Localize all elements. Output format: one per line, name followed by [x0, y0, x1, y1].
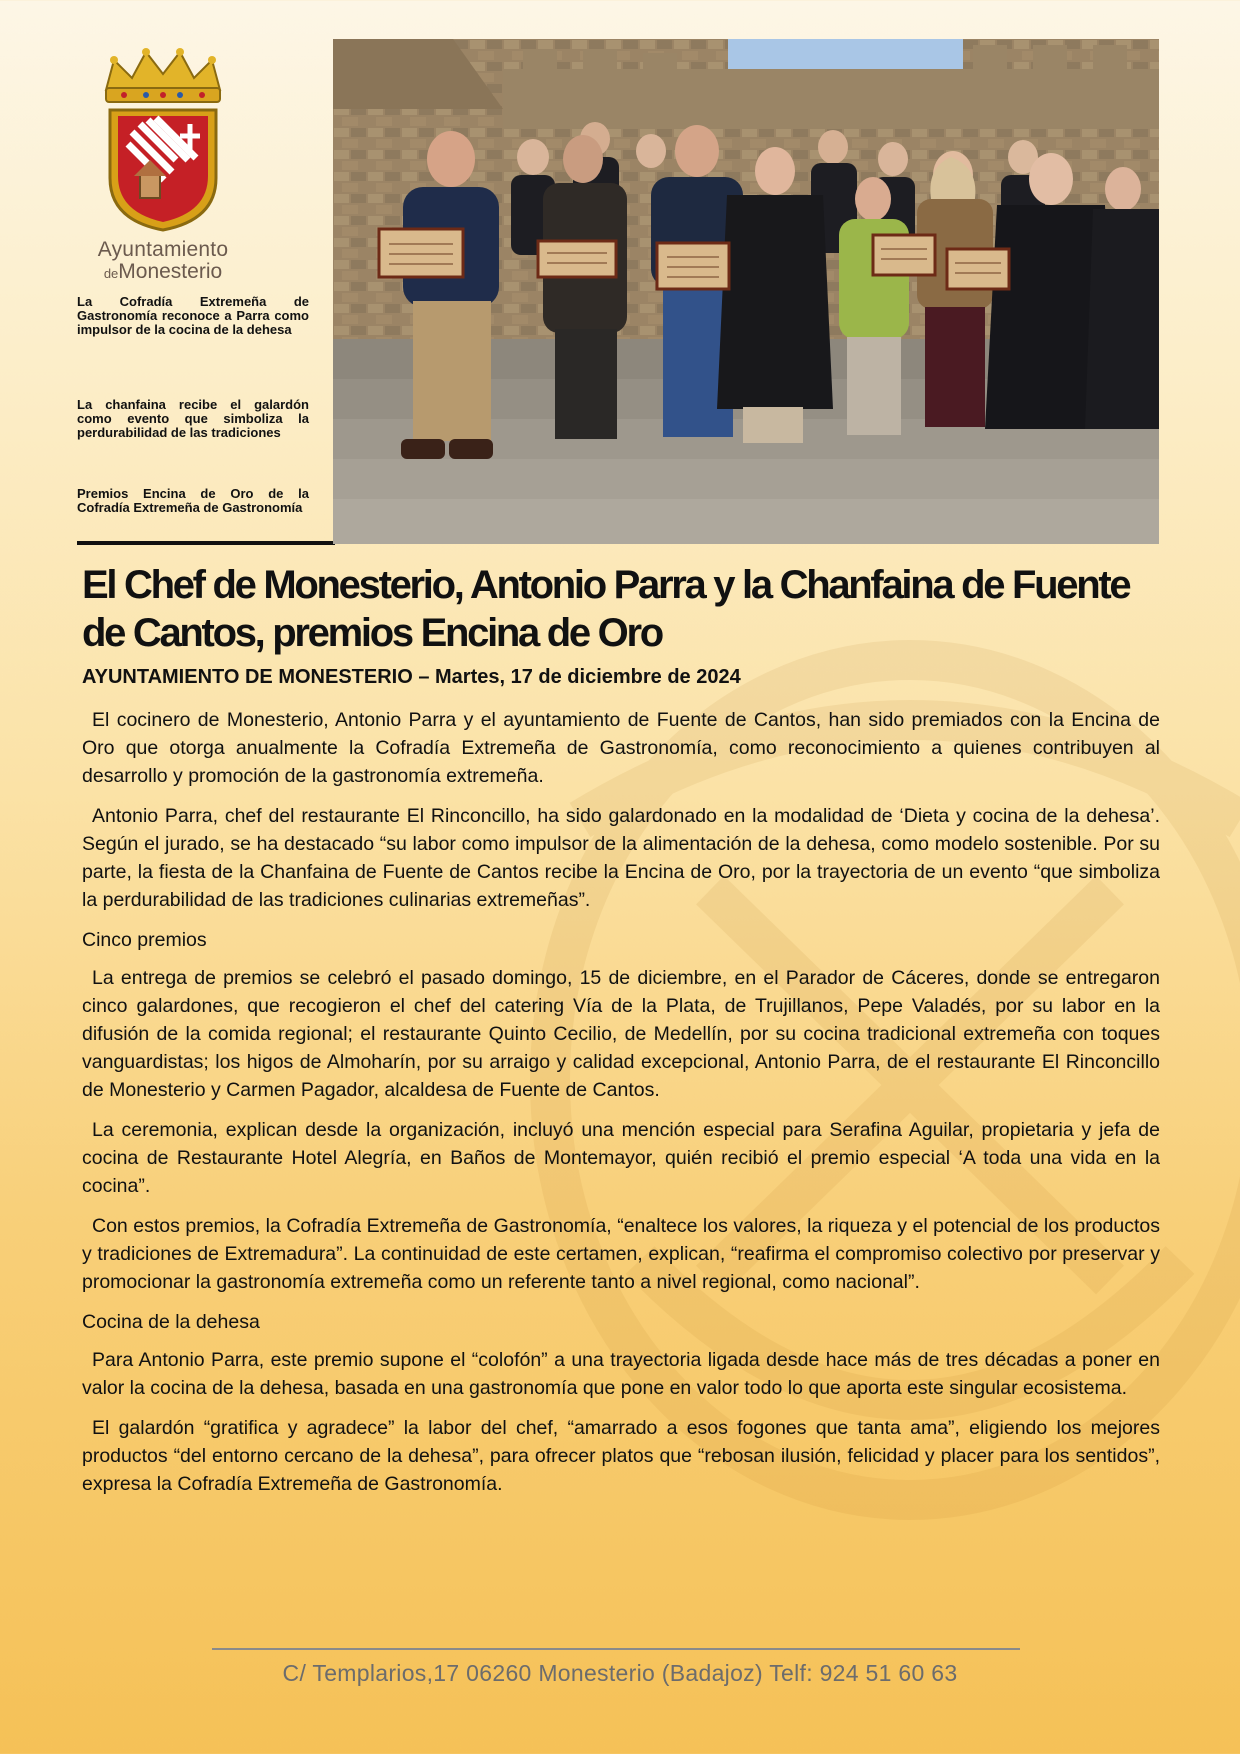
article-subheading: Cinco premios: [82, 929, 207, 951]
article-paragraph: El cocinero de Monesterio, Antonio Parra y el ayuntamiento de Fuente de Cantos, han sido premiados con la Encina de Oro que otorga anualmente la Cofradía Extremeña de Gastronomía, como reconocimiento a quienes contribuyen al desarrollo y promoción de la gastronomía extremeña.: [82, 709, 1160, 787]
article-paragraph: La entrega de premios se celebró el pasado domingo, 15 de diciembre, en el Parador de Cáceres, donde se entregaron cinco galardones, que recogieron el chef del catering Vía de la Plata, de Trujillanos, Pepe Valadés, por su labor en la difusión de la comida regional; el restaurante Quinto Cecilio, de Medellín, por su cocina tradicional extremeña con toques vanguardistas; los higos de Almoharín, por su arraigo y calidad excepcional, Antonio Parra, de el restaurante El Rinconcillo de Monesterio y Carmen Pagador, alcaldesa de Fuente de Cantos.: [82, 967, 1160, 1101]
article-paragraph: La ceremonia, explican desde la organización, incluyó una mención especial para Serafina Aguilar, propietaria y jefa de cocina de Restaurante Hotel Alegría, en Baños de Montemayor, quién recibió el premio especial ‘A toda una vida en la cocina”.: [82, 1119, 1160, 1197]
article-subheading: Cocina de la dehesa: [82, 1311, 260, 1333]
article-paragraph: El galardón “gratifica y agradece” la labor del chef, “amarrado a esos fogones que tanta ama”, eligiendo los mejores productos “del entorno cercano de la dehesa”, para ofrecer platos que “rebosan ilusión, felicidad y placer para los sentidos”, expresa la Cofradía Extremeña de Gastronomía.: [82, 1417, 1160, 1495]
article-paragraph: Para Antonio Parra, este premio supone el “colofón” a una trayectoria ligada desde hace más de tres décadas a poner en valor la cocina de la dehesa, basada en una gastronomía que pone en valor todo lo que aporta este singular ecosistema.: [82, 1349, 1160, 1399]
article-body: [82, 706, 1160, 1510]
municipal-logo: [84, 48, 242, 288]
article-byline: AYUNTAMIENTO DE MONESTERIO – Martes, 17 de diciembre de 2024: [82, 666, 741, 688]
highlight-item: Premios Encina de Oro de la Cofradía Extremeña de Gastronomía: [77, 486, 309, 515]
highlights-divider: [77, 541, 335, 545]
highlight-item: La Cofradía Extremeña de Gastronomía reconoce a Parra como impulsor de la cocina de la dehesa: [77, 294, 309, 337]
award-group-photo: [333, 39, 1159, 544]
coat-of-arms-icon: [84, 48, 242, 238]
footer-divider: [212, 1648, 1020, 1650]
logo-text-ayuntamiento: Ayuntamiento: [97, 238, 229, 261]
footer-address: C/ Templarios,17 06260 Monesterio (Badajoz) Telf: 924 51 60 63: [282, 1660, 958, 1686]
highlight-item: La chanfaina recibe el galardón como evento que simboliza la perdurabilidad de las tradiciones: [77, 397, 309, 440]
article-headline: El Chef de Monesterio, Antonio Parra y la Chanfaina de Fuente de Cantos, premios Encina de Oro: [82, 563, 1130, 655]
logo-text-monesterio: deMonesterio: [103, 260, 223, 283]
article-paragraph: Con estos premios, la Cofradía Extremeña de Gastronomía, “enaltece los valores, la riqueza y el potencial de los productos y tradiciones de Extremadura”. La continuidad de este certamen, explican, “reafirma el compromiso colectivo por preservar y promocionar la gastronomía extremeña como un referente tanto a nivel regional, como nacional”.: [82, 1215, 1160, 1293]
article-paragraph: Antonio Parra, chef del restaurante El Rinconcillo, ha sido galardonado en la modalidad de ‘Dieta y cocina de la dehesa’. Según el jurado, se ha destacado “su labor como impulsor de la alimentación de la dehesa, como modelo sostenible. Por su parte, la fiesta de la Chanfaina de Fuente de Cantos recibe la Encina de Oro, por la trayectoria de un evento “que simboliza la perdurabilidad de las tradiciones culinarias extremeñas”.: [82, 805, 1160, 911]
